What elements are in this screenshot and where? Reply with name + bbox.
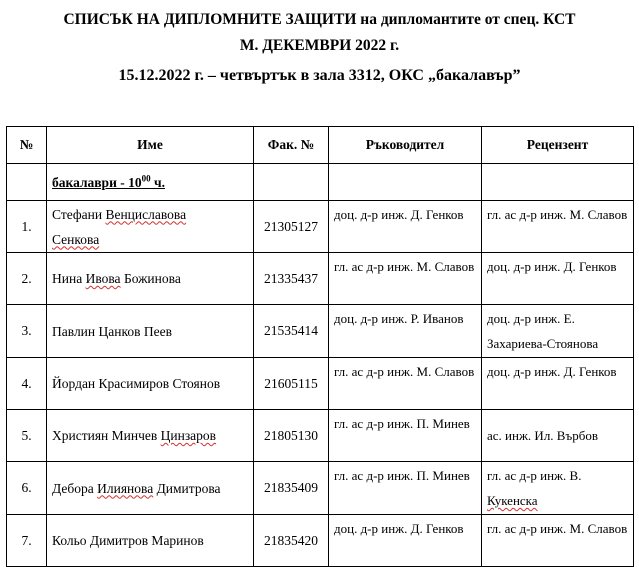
row-number: 7.: [7, 515, 47, 567]
reviewer: гл. ас д-р инж. М. Славов: [482, 515, 634, 567]
student-name: Християн Минчев Цинзаров: [47, 410, 254, 462]
document-title: СПИСЪК НА ДИПЛОМНИТЕ ЗАЩИТИ на дипломантите от спец. КСТ: [63, 11, 576, 28]
table-row: [7, 253, 634, 305]
session-info: 15.12.2022 г. – четвъртък в зала 3312, ОКС „бакалавър”: [118, 67, 521, 84]
supervisor: гл. ас д-р инж. М. Славов: [329, 358, 482, 410]
table-row: [7, 410, 634, 462]
table-row: [7, 462, 634, 515]
supervisor: гл. ас д-р инж. П. Минев: [329, 410, 482, 462]
column-header-reviewer: Рецензент: [482, 127, 634, 164]
supervisor: доц. д-р инж. Р. Иванов: [329, 305, 482, 358]
subheading-row: [7, 164, 634, 201]
reviewer: гл. ас д-р инж. М. Славов: [482, 201, 634, 253]
column-header-faculty-number: Фак. №: [254, 127, 329, 164]
reviewer: доц. д-р инж. Д. Генков: [482, 358, 634, 410]
faculty-number: 21305127: [254, 201, 329, 253]
student-name: Йордан Красимиров Стоянов: [47, 358, 254, 410]
table-row: [7, 305, 634, 358]
faculty-number: 21535414: [254, 305, 329, 358]
faculty-number: 21835409: [254, 462, 329, 515]
defense-schedule-table: [6, 126, 634, 567]
reviewer: ас. инж. Ил. Върбов: [482, 410, 634, 462]
row-number: 3.: [7, 305, 47, 358]
table-row: [7, 515, 634, 567]
supervisor: доц. д-р инж. Д. Генков: [329, 201, 482, 253]
student-name: Нина Ивова Божинова: [47, 253, 254, 305]
table-row: [7, 358, 634, 410]
column-header-number: №: [7, 127, 47, 164]
row-number: 5.: [7, 410, 47, 462]
supervisor: гл. ас д-р инж. П. Минев: [329, 462, 482, 515]
table-row: [7, 201, 634, 253]
reviewer: доц. д-р инж. Д. Генков: [482, 253, 634, 305]
supervisor: доц. д-р инж. Д. Генков: [329, 515, 482, 567]
student-name: Стефани Венциславова Сенкова: [47, 201, 254, 253]
row-number: 1.: [7, 201, 47, 253]
row-number: 2.: [7, 253, 47, 305]
faculty-number: 21805130: [254, 410, 329, 462]
row-number: 4.: [7, 358, 47, 410]
reviewer: гл. ас д-р инж. В. Кукенска: [482, 462, 634, 515]
column-header-supervisor: Ръководител: [329, 127, 482, 164]
reviewer: доц. д-р инж. Е. Захариева-Стоянова: [482, 305, 634, 358]
faculty-number: 21605115: [254, 358, 329, 410]
student-name: Кольо Димитров Маринов: [47, 515, 254, 567]
faculty-number: 21835420: [254, 515, 329, 567]
student-name: Павлин Цанков Пеев: [47, 305, 254, 358]
student-name: Дебора Илиянова Димитрова: [47, 462, 254, 515]
column-header-name: Име: [47, 127, 254, 164]
supervisor: гл. ас д-р инж. М. Славов: [329, 253, 482, 305]
document-subtitle: М. ДЕКЕМВРИ 2022 г.: [239, 37, 400, 54]
faculty-number: 21335437: [254, 253, 329, 305]
table-header-row: [7, 127, 634, 164]
subheading-label: бакалаври - $10^{00}$ ч.: [47, 164, 254, 201]
row-number: 6.: [7, 462, 47, 515]
